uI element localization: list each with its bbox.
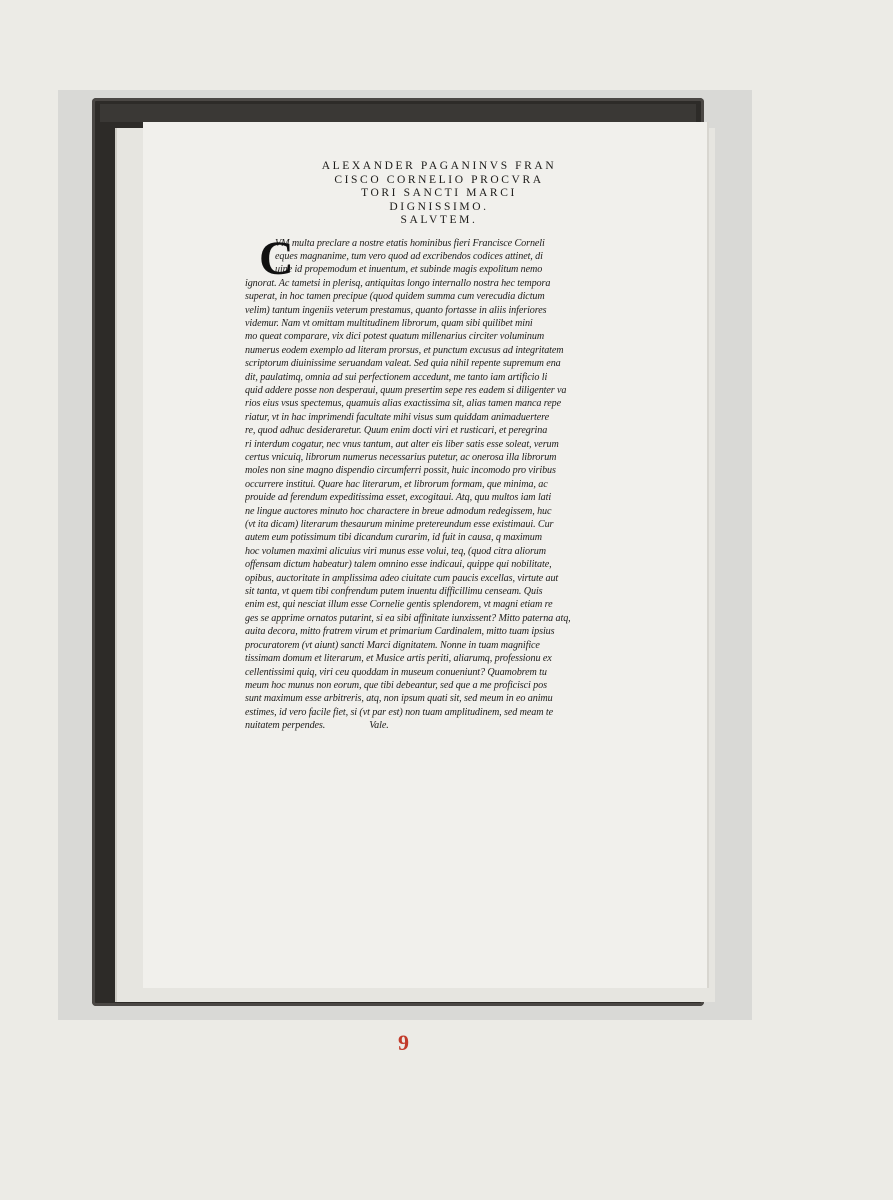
text-line: estimes, id vero facile fiet, si (vt par est) non tuam amplitudinem, sed meam te [245, 706, 553, 718]
text-line: hoc volumen maximi alicuius viri munus esse volui, teq, (quod citra aliorum [245, 545, 546, 557]
text-line: eques magnanime, tum vero quod ad excribendos codices attinet, di [275, 250, 543, 262]
text-line: offensam dictum habeatur) talem omnino esse indicaui, quippe qui nobilitate, [245, 559, 552, 571]
text-line: certus vnicuiq, librorum numerus necessarius putetur, ac onerosa illa librorum [245, 452, 557, 463]
text-line [245, 719, 633, 732]
text-line: rios eius vsus spectemus, quamuis alias exactissima sit, alias tamen manca repe [245, 398, 561, 410]
text-line: moles non sine magno dispendio circumferri possit, huic incomodo pro viribus [245, 465, 556, 477]
heading-line: CISCO CORNELIO PROCVRA [334, 173, 544, 186]
last-text-line: nuitatem perpendes. [245, 720, 326, 732]
text-line: uine id propemodum et inuentum, et subinde magis expolitum nemo [275, 264, 543, 276]
text-line: enim est, qui nesciat illum esse Cornelie gentis splendorem, vt magni etiam re [245, 599, 553, 611]
text-line: ne lingue auctores minuto hoc charactere in breue admodum redegissem, huc [245, 505, 552, 517]
dedication-heading [245, 160, 633, 228]
body-lines [245, 277, 633, 733]
text-line: procuratorem (vt aiunt) sancti Marci dignitatem. Nonne in tuam magnifice [245, 639, 540, 651]
text-line: occurrere institui. Quare hac literarum, et librorum formam, que minima, ac [245, 478, 548, 490]
page-number: 9 [398, 1030, 409, 1055]
text-line: ri interdum cogatur, nec vnus tantum, aut alter eis liber satis esse soleat, verum [245, 438, 559, 450]
text-line: sunt maximum esse arbitreris, atq, non ipsum quati sit, sed meum in eo animu [245, 693, 553, 705]
text-line: scriptorum diuinissime seruandam valeat. Sed quia nihil repente supremum ena [245, 358, 561, 370]
heading-line: ALEXANDER PAGANINVS FRAN [321, 160, 557, 172]
text-line: meum hoc munus non eorum, que tibi debeantur, sed que a me proficisci pos [245, 679, 547, 691]
text-line: numerus eodem exemplo ad literam prorsus, et punctum excusus ad integritatem [245, 344, 564, 356]
text-line: VM multa preclare a nostre etatis hominibus fieri Francisce Corneli [275, 237, 545, 249]
text-line: ignorat. Ac tametsi in plerisq, antiquitas longo internallo nostra hec tempora [245, 277, 551, 289]
text-line: cellentissimi quiq, viri ceu quoddam in museum conueniunt? Quamobrem tu [245, 666, 547, 678]
text-line: velim) tantum ingeniis veterum prestamus, quanto fortasse in aliis inferiores [245, 304, 547, 316]
text-line: videmur. Nam vt omittam multitudinem librorum, quam sibi quilibet mini [245, 317, 533, 329]
text-line: opibus, auctoritate in amplissima adeo ciuitate cum paucis excellas, virtute aut [245, 572, 559, 584]
text-line: tissimam domum et literarum, et Musice artis periti, aliarumq, professionu ex [245, 653, 552, 665]
text-line: auita decora, mitto fratrem virum et primarium Cardinalem, mitto tuam ipsius [245, 626, 555, 638]
text-line: ges se apprime ornatos putarint, si ea sibi affinitate iunxissent? Mitto paterna atq, [245, 612, 571, 624]
text-line: mo queat comparare, vix dici potest quatum millenarius circiter voluminum [245, 331, 545, 343]
text-line: quid addere posse non desperaui, quum presertim sepe res eadem si diligenter va [245, 384, 567, 396]
text-line: re, quod adhuc desideraretur. Quum enim docti viri et rusticari, et peregrina [245, 425, 548, 437]
text-line: riatur, vt in hac imprimendi facultate mihi visus sum quiddam animaduertere [245, 411, 550, 423]
text-line: superat, in hoc tamen precipue (quod quidem summa cum verecudia dictum [245, 291, 545, 303]
text-line: (vt ita dicam) literarum thesaurum minime pretereundum esse existimaui. Cur [245, 519, 554, 531]
heading-line: SALVTEM. [400, 214, 478, 226]
drop-cap: C [259, 231, 294, 285]
heading-line: TORI SANCTI MARCI [361, 187, 517, 199]
closing-salutation: Vale. [369, 720, 389, 732]
page-text-block [245, 160, 633, 733]
text-line: prouide ad ferendum expeditissima esset, excogitaui. Atq, quu multos iam lati [245, 492, 552, 504]
text-line: sit tanta, vt quem tibi confrendum putem inuentu difficillimu censeam. Quis [245, 586, 543, 598]
text-line: autem eum potissimum tibi dicandum curarim, id fuit in causa, q maximum [245, 532, 542, 544]
heading-line: DIGNISSIMO. [389, 200, 489, 213]
text-line: dit, paulatimq, omnia ad sui perfectionem accedunt, me tanto iam artificio li [245, 371, 548, 383]
letter-body [245, 231, 633, 733]
book-top-edge [100, 104, 696, 122]
